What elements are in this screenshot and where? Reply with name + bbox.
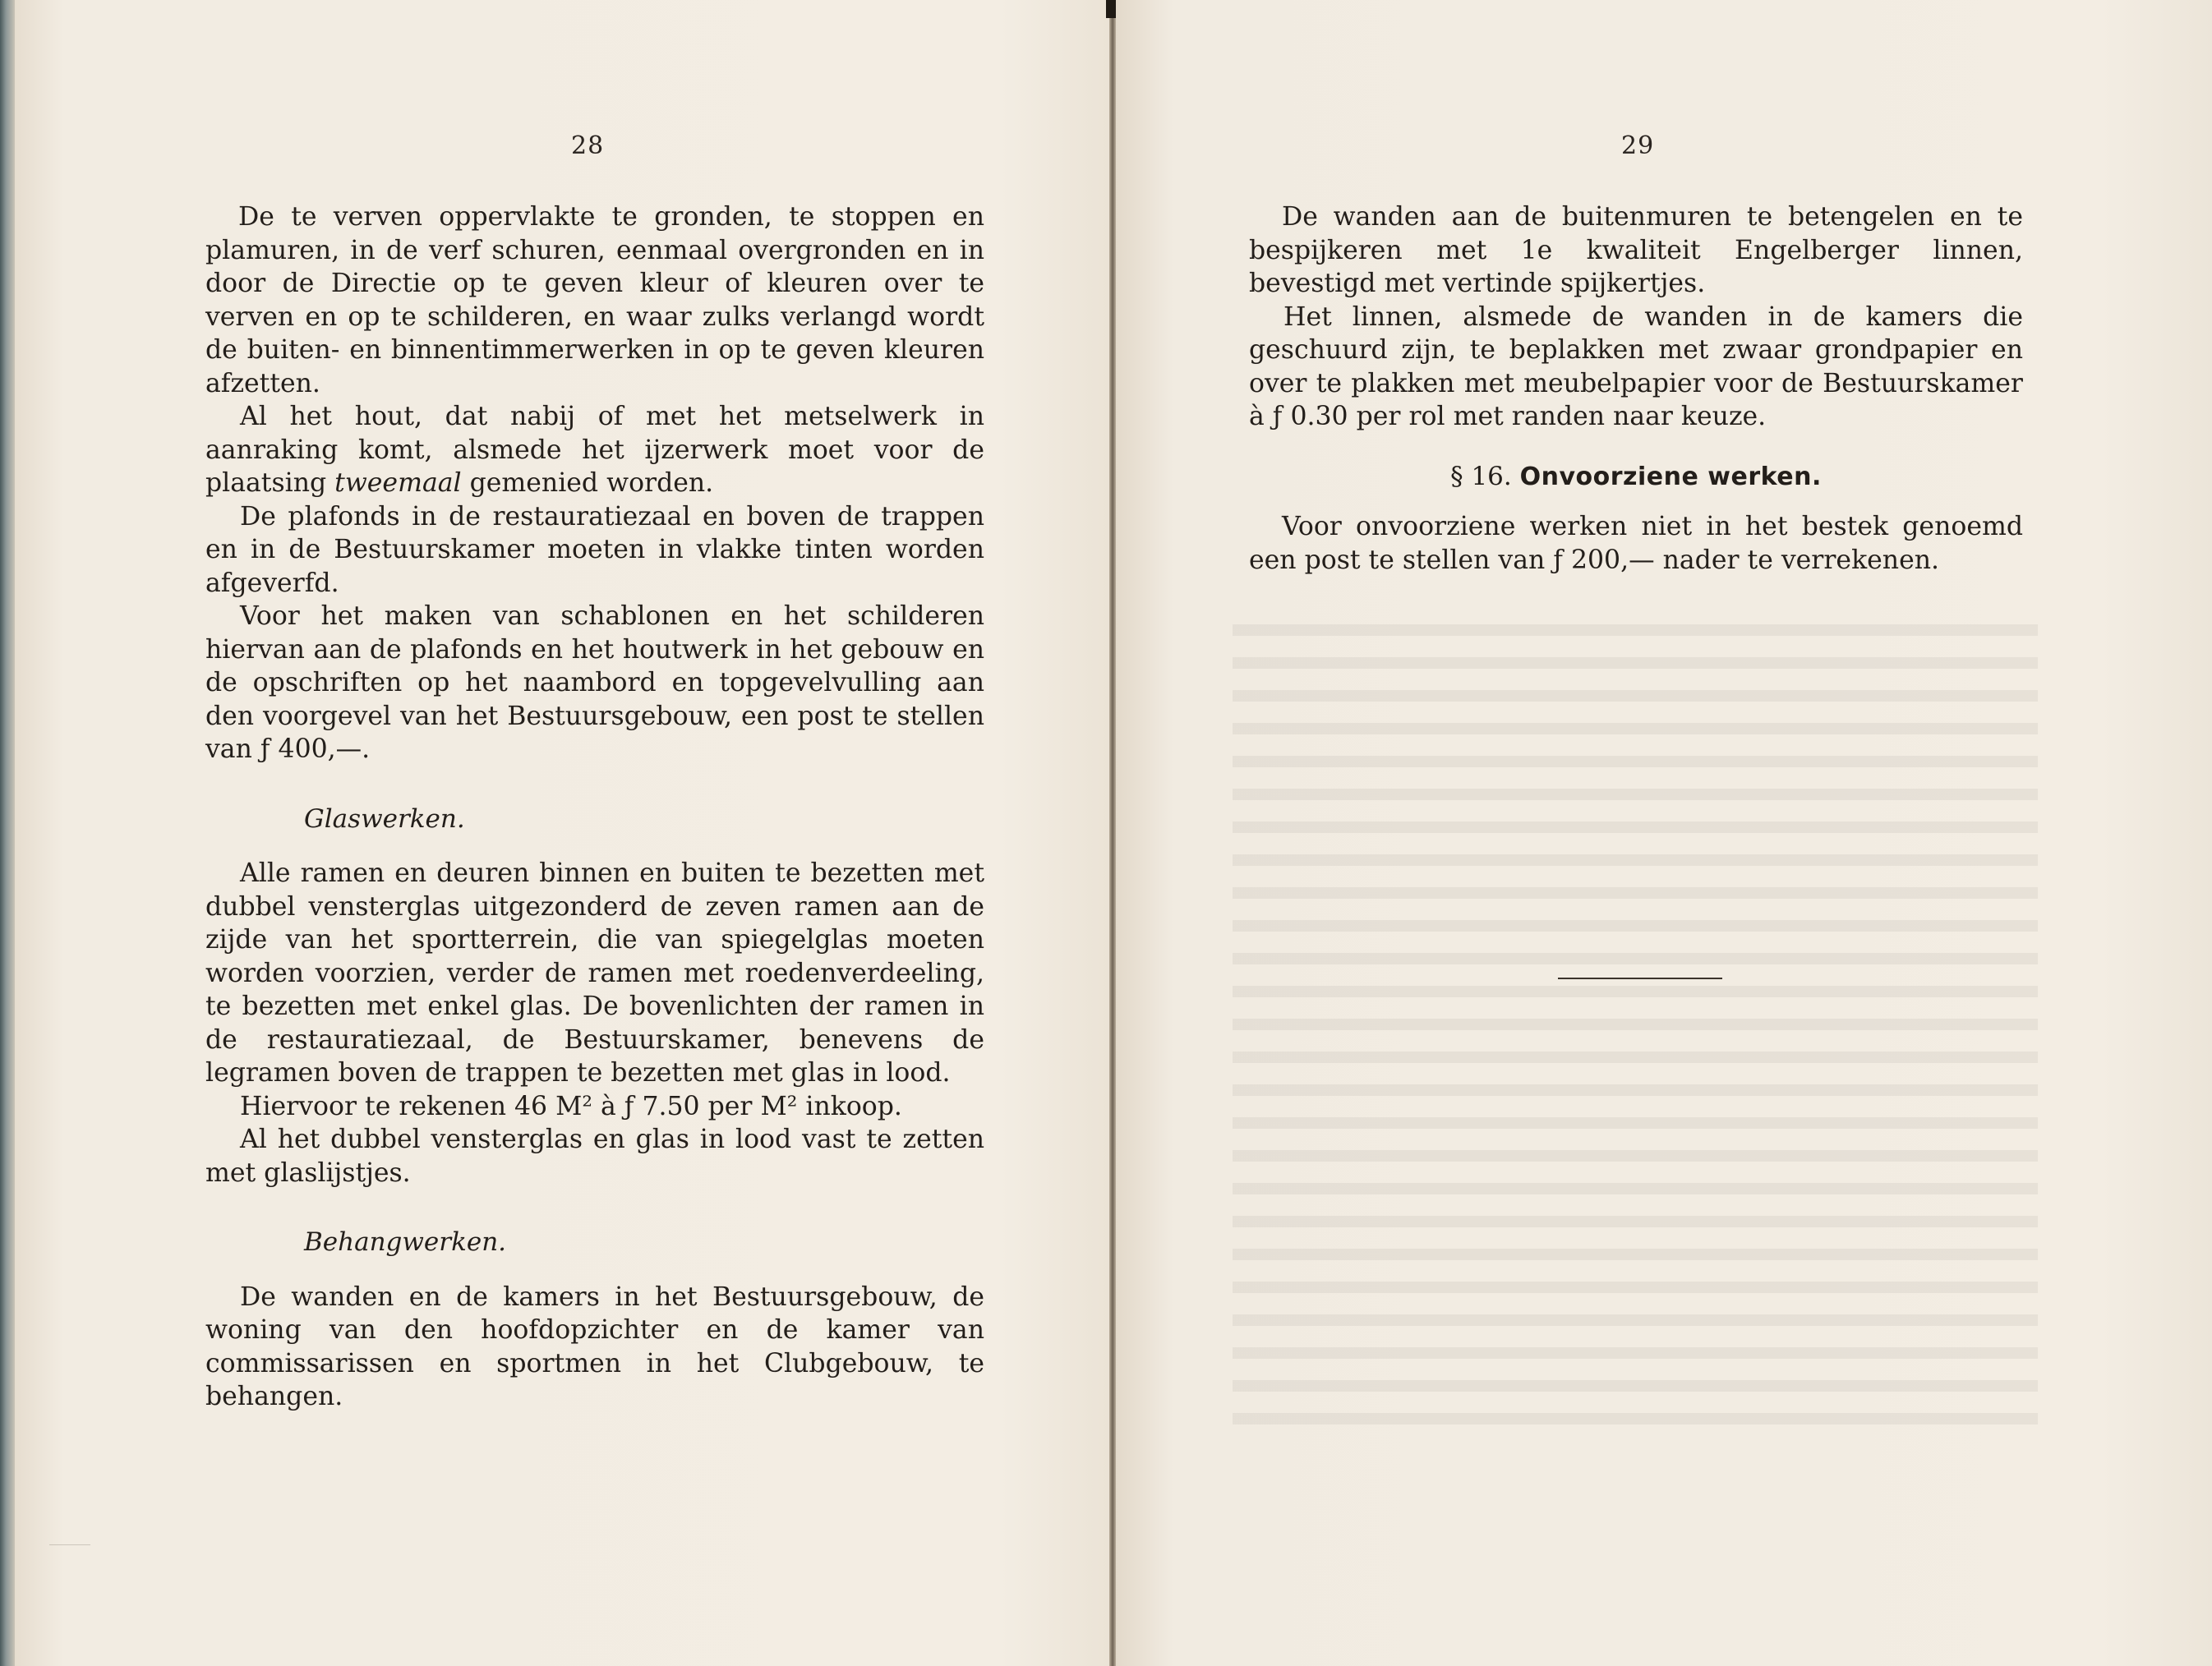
section-heading-16 xyxy=(1249,460,2023,495)
pencil-mark xyxy=(49,1544,90,1555)
section-heading-behangwerken: Behangwerken. xyxy=(304,1227,507,1257)
paragraph: De wanden aan de buitenmuren te betengelen en te bespijkeren met 1e kwaliteit Engelberger linnen, bevestigd met vertinde spijkertjes. xyxy=(1249,202,2023,298)
emphasis: tweemaal xyxy=(334,468,462,498)
paragraph: Voor het maken van schablonen en het schilderen hiervan aan de plafonds en het houtwerk in het gebouw en de opschriften op het naambord en topgevelvulling aan den voorgevel van het Bestuursgebouw, een post te stellen van ƒ 400,—. xyxy=(205,601,984,764)
right-page-text xyxy=(1249,200,2023,577)
paragraph-text: gemenied worden. xyxy=(469,468,714,498)
paragraph: De te verven oppervlakte te gronden, te stoppen en plamuren, in de verf schuren, eenmaal overgronden en in door de Directie op te geven kleur of kleuren over te verven en op te schilderen, en waar zulks verlangd wordt de buiten- en binnentimmerwerken in op te geven kleuren afzetten. xyxy=(205,202,984,398)
left-page-text xyxy=(205,200,984,1414)
section-heading-glaswerken: Glaswerken. xyxy=(304,803,465,834)
end-rule xyxy=(1558,978,1722,979)
paragraph: Hiervoor te rekenen 46 M² à ƒ 7.50 per M² inkoop. xyxy=(240,1091,902,1121)
paragraph: Al het dubbel vensterglas en glas in lood vast te zetten met glaslijstjes. xyxy=(205,1125,984,1188)
paragraph xyxy=(205,400,984,500)
page-number-left: 28 xyxy=(571,131,605,160)
page-number-right: 29 xyxy=(1621,131,1655,160)
book-gutter xyxy=(1109,0,1116,1666)
paragraph-text: Al het hout, dat nabij of met het metselwerk in aanraking komt, alsmede het ijzerwerk moet voor de plaatsing xyxy=(205,402,984,498)
page-edge xyxy=(0,0,15,1666)
section-title: Onvoorziene werken. xyxy=(1519,462,1822,491)
paragraph: Het linnen, alsmede de wanden in de kamers die geschuurd zijn, te beplakken met zwaar grondpapier en over te plakken met meubelpapier voor de Bestuurskamer à ƒ 0.30 per rol met randen naar keuze. xyxy=(1249,301,2023,431)
paragraph: De wanden en de kamers in het Bestuursgebouw, de woning van den hoofdopzichter en de kamer van commissarissen en sportmen in het Clubgebouw, te behangen. xyxy=(205,1282,984,1411)
section-number: § 16. xyxy=(1450,461,1512,491)
paragraph: Alle ramen en deuren binnen en buiten te bezetten met dubbel vensterglas uitgezonderd de zeven ramen aan de zijde van het sportterrein, die van spiegelglas moeten worden voorzien, verder de ramen met roedenverdeeling, te bezetten met enkel glas. De bovenlichten der ramen in de restauratiezaal, de Bestuurskamer, benevens de legramen boven de trappen te bezetten met glas in lood. xyxy=(205,858,984,1088)
show-through-text xyxy=(1233,624,2038,1429)
paragraph: Voor onvoorziene werken niet in het bestek genoemd een post te stellen van ƒ 200,— nader te verrekenen. xyxy=(1249,512,2023,575)
paragraph: De plafonds in de restauratiezaal en boven de trappen en in de Bestuurskamer moeten in vlakke tinten worden afgeverfd. xyxy=(205,501,984,598)
